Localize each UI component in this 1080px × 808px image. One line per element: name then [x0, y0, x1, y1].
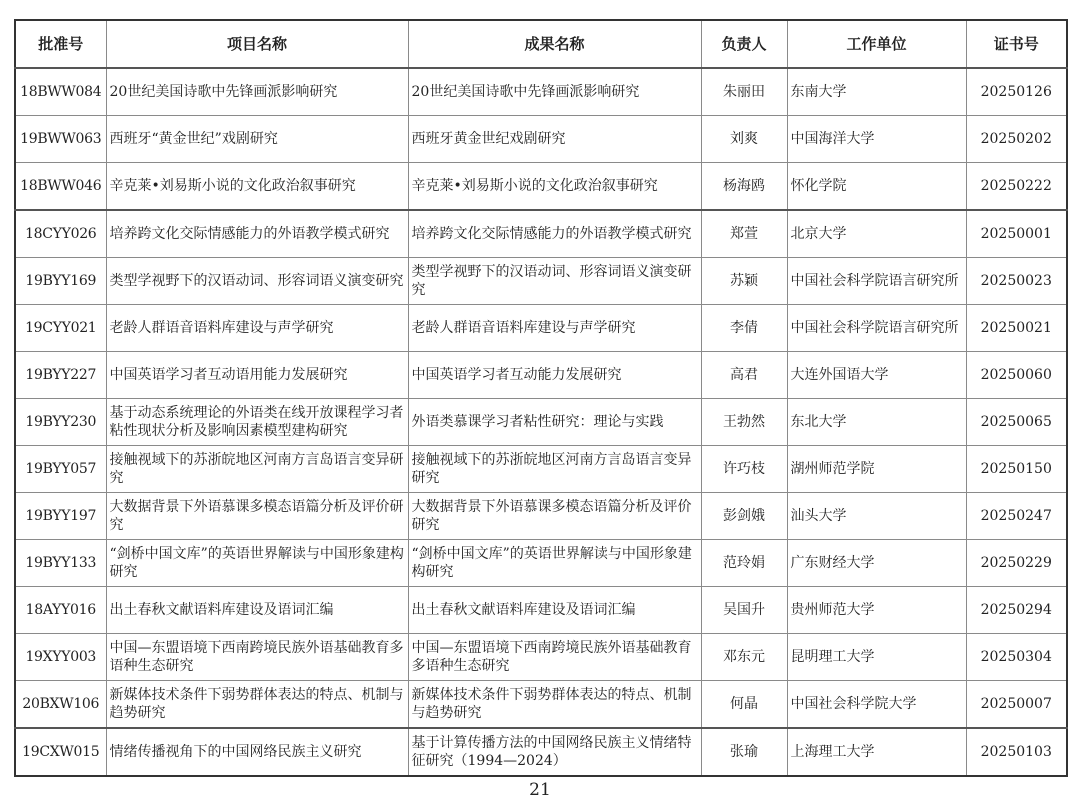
project-name-cell: 情绪传播视角下的中国网络民族主义研究: [106, 728, 408, 776]
approval-number-cell: 20BXW106: [15, 681, 106, 729]
result-name-cell: 培养跨文化交际情感能力的外语教学模式研究: [408, 210, 701, 258]
result-name-cell: “剑桥中国文库”的英语世界解读与中国形象建构研究: [408, 540, 701, 587]
project-name-cell: 老龄人群语音语料库建设与声学研究: [106, 305, 408, 352]
approval-number-cell: 19CYY021: [15, 305, 106, 352]
result-name-cell: 新媒体技术条件下弱势群体表达的特点、机制与趋势研究: [408, 681, 701, 729]
certificate-number-cell: 20250222: [966, 163, 1067, 211]
person-cell: 许巧枝: [701, 446, 787, 493]
work-unit-cell: 东南大学: [787, 68, 966, 116]
result-name-cell: 基于计算传播方法的中国网络民族主义情绪特征研究（1994—2024）: [408, 728, 701, 776]
table-row: [15, 399, 1067, 446]
person-cell: 张瑜: [701, 728, 787, 776]
certificate-number-cell: 20250247: [966, 493, 1067, 540]
table-row: [15, 210, 1067, 258]
certificate-number-cell: 20250103: [966, 728, 1067, 776]
project-name-cell: 类型学视野下的汉语动词、形容词语义演变研究: [106, 258, 408, 305]
work-unit-cell: 上海理工大学: [787, 728, 966, 776]
approval-number-cell: 19XYY003: [15, 634, 106, 681]
person-cell: 彭剑娥: [701, 493, 787, 540]
person-cell: 朱丽田: [701, 68, 787, 116]
project-name-cell: 大数据背景下外语慕课多模态语篇分析及评价研究: [106, 493, 408, 540]
page-number: 21: [529, 780, 551, 800]
work-unit-cell: 大连外国语大学: [787, 352, 966, 399]
certificate-number-cell: 20250150: [966, 446, 1067, 493]
table-row: [15, 163, 1067, 211]
table-row: [15, 68, 1067, 116]
work-unit-cell: 汕头大学: [787, 493, 966, 540]
project-name-cell: “剑桥中国文库”的英语世界解读与中国形象建构研究: [106, 540, 408, 587]
table-row: [15, 258, 1067, 305]
result-name-cell: 辛克莱•刘易斯小说的文化政治叙事研究: [408, 163, 701, 211]
table-row: [15, 587, 1067, 634]
table-row: [15, 493, 1067, 540]
person-cell: 杨海鸥: [701, 163, 787, 211]
work-unit-cell: 贵州师范大学: [787, 587, 966, 634]
approval-number-cell: 18BWW046: [15, 163, 106, 211]
person-cell: 郑萱: [701, 210, 787, 258]
person-cell: 范玲娟: [701, 540, 787, 587]
table-row: [15, 305, 1067, 352]
project-name-cell: 培养跨文化交际情感能力的外语教学模式研究: [106, 210, 408, 258]
work-unit-cell: 中国社会科学院语言研究所: [787, 258, 966, 305]
project-name-cell: 基于动态系统理论的外语类在线开放课程学习者粘性现状分析及影响因素模型建构研究: [106, 399, 408, 446]
approval-number-cell: 18CYY026: [15, 210, 106, 258]
result-name-cell: 接触视域下的苏浙皖地区河南方言岛语言变异研究: [408, 446, 701, 493]
result-name-cell: 中国英语学习者互动能力发展研究: [408, 352, 701, 399]
work-unit-cell: 中国社会科学院语言研究所: [787, 305, 966, 352]
certificate-number-cell: 20250021: [966, 305, 1067, 352]
project-name-cell: 新媒体技术条件下弱势群体表达的特点、机制与趋势研究: [106, 681, 408, 729]
table-row: [15, 634, 1067, 681]
table-row: [15, 681, 1067, 729]
certificate-number-cell: 20250126: [966, 68, 1067, 116]
approval-number-cell: 19BYY227: [15, 352, 106, 399]
certificate-number-cell: 20250023: [966, 258, 1067, 305]
certificate-number-cell: 20250202: [966, 116, 1067, 163]
project-name-cell: 20世纪美国诗歌中先锋画派影响研究: [106, 68, 408, 116]
certificate-number-cell: 20250001: [966, 210, 1067, 258]
certificate-number-cell: 20250007: [966, 681, 1067, 729]
project-name-cell: 出土春秋文献语料库建设及语词汇编: [106, 587, 408, 634]
table-header-row: [15, 20, 1067, 68]
header-person-in-charge: 负责人: [701, 20, 787, 68]
person-cell: 刘爽: [701, 116, 787, 163]
project-name-cell: 接触视域下的苏浙皖地区河南方言岛语言变异研究: [106, 446, 408, 493]
results-table: [14, 19, 1068, 777]
approval-number-cell: 19CXW015: [15, 728, 106, 776]
result-name-cell: 出土春秋文献语料库建设及语词汇编: [408, 587, 701, 634]
result-name-cell: 中国—东盟语境下西南跨境民族外语基础教育多语种生态研究: [408, 634, 701, 681]
approval-number-cell: 19BYY197: [15, 493, 106, 540]
work-unit-cell: 湖州师范学院: [787, 446, 966, 493]
project-name-cell: 中国—东盟语境下西南跨境民族外语基础教育多语种生态研究: [106, 634, 408, 681]
work-unit-cell: 中国海洋大学: [787, 116, 966, 163]
header-certificate-number: 证书号: [966, 20, 1067, 68]
header-approval-number: 批准号: [15, 20, 106, 68]
result-name-cell: 类型学视野下的汉语动词、形容词语义演变研究: [408, 258, 701, 305]
project-name-cell: 辛克莱•刘易斯小说的文化政治叙事研究: [106, 163, 408, 211]
work-unit-cell: 广东财经大学: [787, 540, 966, 587]
person-cell: 吴国升: [701, 587, 787, 634]
approval-number-cell: 18AYY016: [15, 587, 106, 634]
person-cell: 何晶: [701, 681, 787, 729]
person-cell: 高君: [701, 352, 787, 399]
table-row: [15, 728, 1067, 776]
work-unit-cell: 东北大学: [787, 399, 966, 446]
certificate-number-cell: 20250294: [966, 587, 1067, 634]
header-work-unit: 工作单位: [787, 20, 966, 68]
result-name-cell: 20世纪美国诗歌中先锋画派影响研究: [408, 68, 701, 116]
work-unit-cell: 昆明理工大学: [787, 634, 966, 681]
header-project-name: 项目名称: [106, 20, 408, 68]
table-row: [15, 116, 1067, 163]
result-name-cell: 老龄人群语音语料库建设与声学研究: [408, 305, 701, 352]
table-row: [15, 352, 1067, 399]
table-row: [15, 540, 1067, 587]
certificate-number-cell: 20250065: [966, 399, 1067, 446]
result-name-cell: 大数据背景下外语慕课多模态语篇分析及评价研究: [408, 493, 701, 540]
work-unit-cell: 北京大学: [787, 210, 966, 258]
person-cell: 王勃然: [701, 399, 787, 446]
header-result-name: 成果名称: [408, 20, 701, 68]
approval-number-cell: 19BWW063: [15, 116, 106, 163]
project-name-cell: 中国英语学习者互动语用能力发展研究: [106, 352, 408, 399]
approval-number-cell: 19BYY057: [15, 446, 106, 493]
approval-number-cell: 19BYY230: [15, 399, 106, 446]
result-name-cell: 外语类慕课学习者粘性研究：理论与实践: [408, 399, 701, 446]
approval-number-cell: 19BYY133: [15, 540, 106, 587]
certificate-number-cell: 20250304: [966, 634, 1067, 681]
work-unit-cell: 中国社会科学院大学: [787, 681, 966, 729]
person-cell: 李倩: [701, 305, 787, 352]
person-cell: 邓东元: [701, 634, 787, 681]
certificate-number-cell: 20250060: [966, 352, 1067, 399]
person-cell: 苏颖: [701, 258, 787, 305]
approval-number-cell: 18BWW084: [15, 68, 106, 116]
work-unit-cell: 怀化学院: [787, 163, 966, 211]
certificate-number-cell: 20250229: [966, 540, 1067, 587]
approval-number-cell: 19BYY169: [15, 258, 106, 305]
table-row: [15, 446, 1067, 493]
project-name-cell: 西班牙“黄金世纪”戏剧研究: [106, 116, 408, 163]
result-name-cell: 西班牙黄金世纪戏剧研究: [408, 116, 701, 163]
